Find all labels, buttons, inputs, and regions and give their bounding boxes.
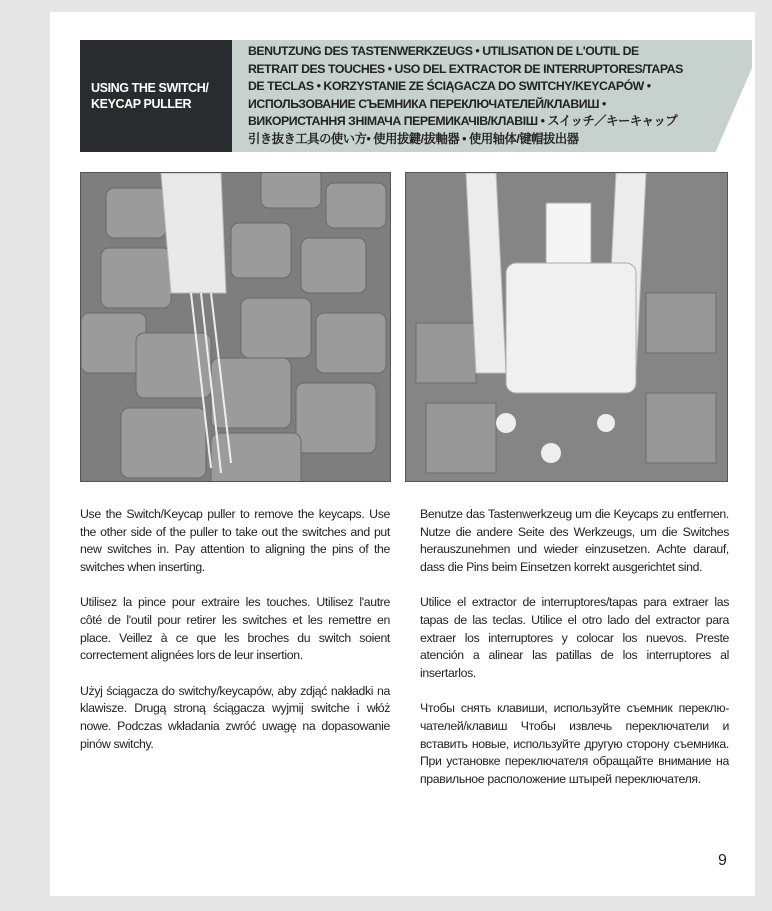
section-title-multilang: BENUTZUNG DES TASTENWERKZEUGS • UTILISATION DE L'OUTIL DE RETRAIT DES TOUCHES • USO DEL EXTRACTOR DE INTERRUPTORES/TAPAS DE TECLAS • KORZYSTANIE ZE ŚCIĄGACZA DO SWITCHY/KEYCAPÓW • ИСПОЛЬЗОВАНИЕ СЪЕМНИКА ПЕРЕКЛЮЧАТЕЛЕЙ/КЛАВИШ • ВИКОРИСТАННЯ ЗНІМАЧА ПЕРЕМИКАЧІВ/КЛАВІШ • スイッチ／キーキャップ引き抜き工具の使い方• 使用拔鍵/拔軸器 • 使用轴体/键帽拔出器 bbox=[248, 44, 683, 146]
instructions-ru: Чтобы снять клавиши, используйте съемник переклю-чателей/клавиш Чтобы извлечь переключатели и вставить новые, используйте другую сторону съемника. При установке переключателя обращайте внимание на правильное расположение штырей переключателя. bbox=[420, 701, 729, 786]
section-title: USING THE SWITCH/ KEYCAP PULLER bbox=[80, 40, 232, 152]
instructions-de: Benutze das Tastenwerkzeug um die Keycaps zu entfernen. Nutze die andere Seite des Werkzeugs, um die Switches herauszunehmen und wieder einzusetzen. Achte darauf, dass die Pins beim Einsetzen korrekt ausgerichtet sind. bbox=[420, 507, 729, 574]
left-column bbox=[80, 506, 390, 771]
switch-removal-image bbox=[405, 172, 728, 482]
page-number: 9 bbox=[718, 852, 727, 869]
keyboard-illustration bbox=[81, 173, 391, 482]
switch-illustration bbox=[406, 173, 728, 482]
instructions-en: Use the Switch/Keycap puller to remove the keycaps. Use the other side of the puller to take out the switches and put new switches in. Pay attention to aligning the pins of the switches when inserting. bbox=[80, 507, 390, 574]
instructions-pl: Użyj ściągacza do switchy/keycapów, aby zdjąć nakładki na klawisze. Drugą stroną ściągacza wyjmij switche i włóż nowe. Podczas wkładania zwróć uwagę na dopasowanie pinów switchy. bbox=[80, 683, 390, 751]
keycap-removal-image bbox=[80, 172, 391, 482]
instructions-es: Utilice el extractor de interruptores/tapas para extraer las tapas de las teclas. Utilice el otro lado del extractor para extraer los interruptores y colocar los nuevos. Preste atención a alinear las patillas de los interruptores al insertarlos. bbox=[420, 595, 729, 680]
instructions-fr: Utilisez la pince pour extraire les touches. Utilisez l'autre côté de l'outil pour retirer les switches et les remettre en place. Veillez à ce que les broches du switch soient correctement alignées lors de leur insertion. bbox=[80, 595, 390, 663]
right-column bbox=[420, 506, 729, 806]
